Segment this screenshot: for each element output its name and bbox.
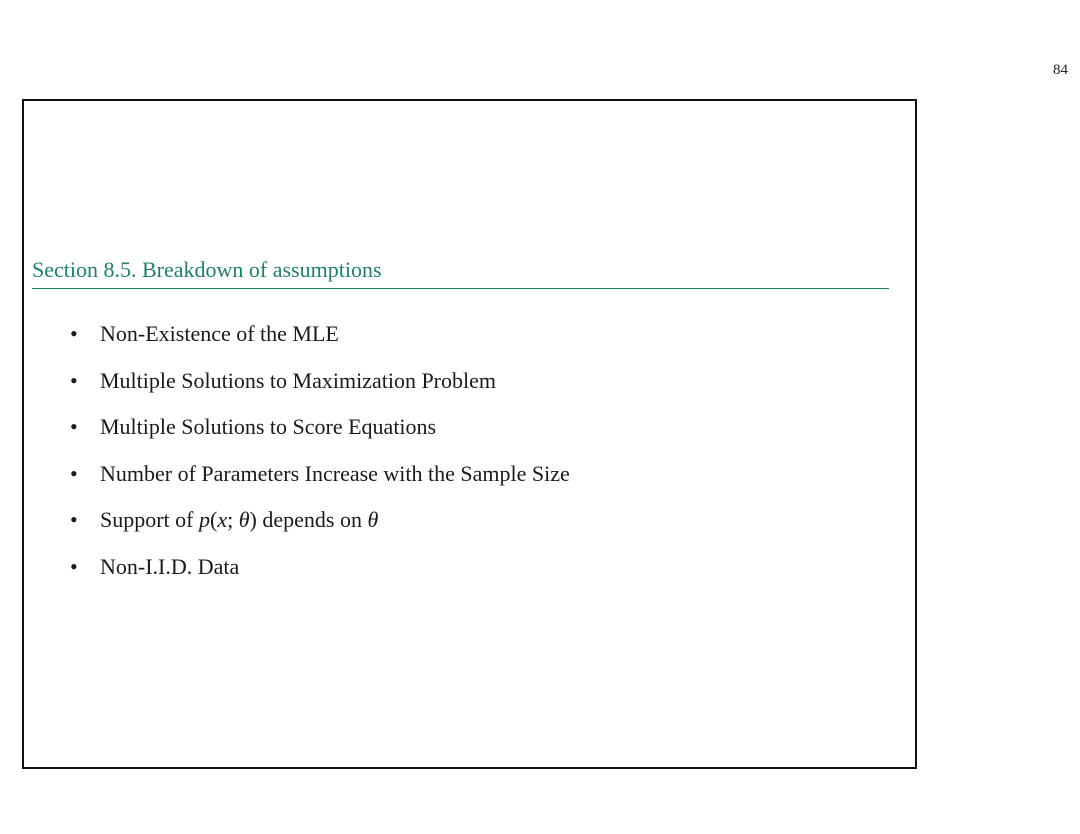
bullet-icon: • bbox=[70, 553, 78, 579]
list-item bbox=[70, 367, 570, 414]
bullet-icon: • bbox=[70, 460, 78, 486]
bullet-icon: • bbox=[70, 414, 78, 439]
bullet-icon: • bbox=[70, 507, 78, 532]
bullet-text: Number of Parameters Increase with the Sample Size bbox=[100, 460, 570, 486]
math-p: p bbox=[199, 507, 210, 532]
math-open-paren: ( bbox=[210, 507, 218, 532]
bullet-text: Multiple Solutions to Maximization Problem bbox=[100, 367, 496, 393]
math-close-paren: ) bbox=[249, 507, 257, 532]
support-middle: depends on bbox=[256, 507, 368, 532]
bullet-text: Non-I.I.D. Data bbox=[100, 553, 240, 579]
bullet-text: Non-Existence of the MLE bbox=[100, 321, 339, 346]
section-heading: Section 8.5. Breakdown of assumptions bbox=[32, 256, 889, 289]
list-item bbox=[70, 553, 570, 600]
bullet-text-support bbox=[100, 506, 378, 534]
bullet-list bbox=[70, 320, 570, 599]
math-separator: ; bbox=[227, 507, 239, 532]
support-prefix: Support of bbox=[100, 507, 199, 532]
bullet-icon: • bbox=[70, 321, 78, 346]
page-number: 84 bbox=[1053, 62, 1068, 78]
math-x: x bbox=[217, 507, 228, 532]
bullet-text: Multiple Solutions to Score Equations bbox=[100, 414, 437, 439]
list-item bbox=[70, 460, 570, 507]
bullet-icon: • bbox=[70, 367, 78, 393]
math-theta-end: θ bbox=[367, 507, 379, 532]
list-item bbox=[70, 413, 570, 460]
list-item bbox=[70, 506, 570, 553]
list-item bbox=[70, 320, 570, 367]
math-theta: θ bbox=[238, 507, 250, 532]
